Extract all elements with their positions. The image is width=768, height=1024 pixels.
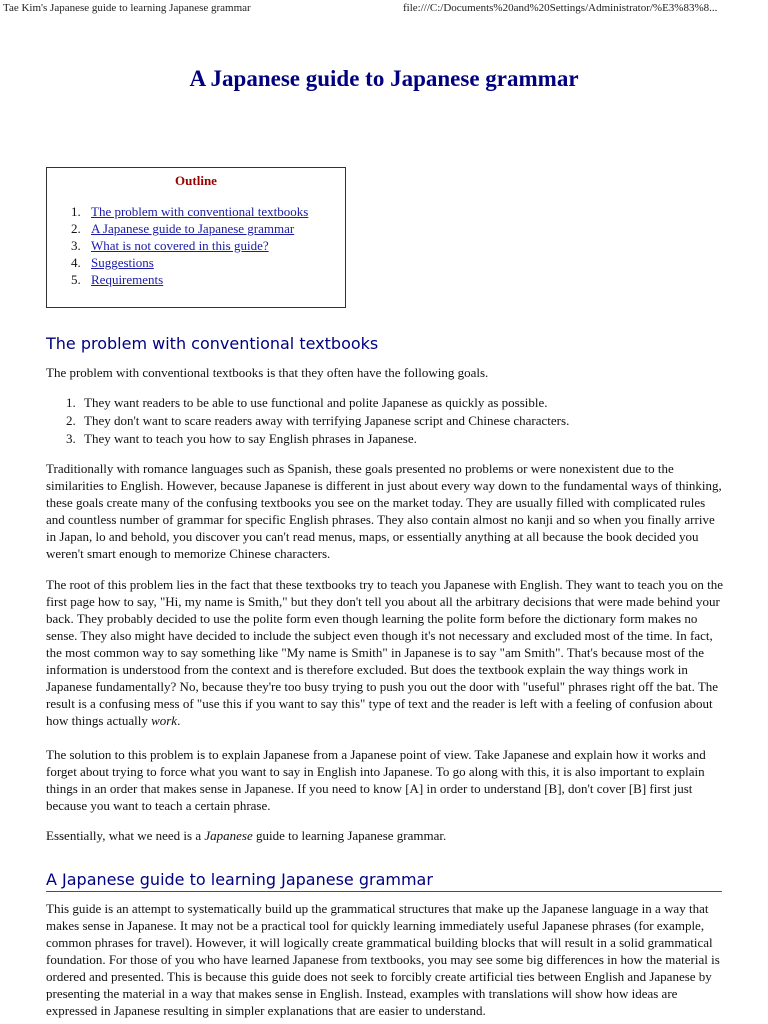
emphasis-text: Japanese [204,828,253,843]
paragraph-text: guide to learning Japanese grammar. [252,828,447,843]
goal-text: They don't want to scare readers away with terrifying Japanese script and Chinese characters. [84,413,570,428]
print-header [3,2,765,16]
goal-item [46,412,726,430]
outline-item-number: 2. [71,221,81,236]
section1-paragraph-3: The solution to this problem is to explain Japanese from a Japanese point of view. Take Japanese and explain how it works and forget about trying to force what you want to say in English into Japanese. To go along with this, it is also important to explain things in an order that makes sense in Japanese. If you need to know [A] in order to understand [B], don't cover [B] first just because you want to teach a certain phrase. [46,747,706,813]
goal-number: 3. [66,431,76,446]
outline-link-problem[interactable]: The problem with conventional textbooks [91,204,309,219]
outline-item-number: 3. [71,238,81,253]
outline-link-suggestions[interactable]: Suggestions [91,255,154,270]
goal-text: They want readers to be able to use functional and polite Japanese as quickly as possible. [84,395,548,410]
section-heading-japanese-guide: A Japanese guide to learning Japanese grammar [46,870,722,892]
paragraph-text: Essentially, what we need is a [46,828,205,843]
section1-paragraph-2 [46,576,726,729]
outline-item [65,254,308,271]
page-title: A Japanese guide to Japanese grammar [189,66,579,91]
outline-link-japanese-guide[interactable]: A Japanese guide to Japanese grammar [91,221,295,236]
outline-list [65,203,308,288]
outline-box [46,167,346,308]
outline-item-number: 1. [71,204,81,219]
goal-number: 2. [66,413,76,428]
emphasis-text: work [151,713,178,728]
outline-link-requirements[interactable]: Requirements [91,272,164,287]
section2-paragraph-1: This guide is an attempt to systematically build up the grammatical structures that make up the Japanese language in a way that makes sense in Japanese. It may not be a practical tool for quickly learning immediately useful Japanese phrases (for example, common phrases for travel). However, it will logically create grammatical building blocks that will result in a solid grammatical foundation. For those of you who have learned Japanese from textbooks, you may see some big differences in how the material is ordered and presented. This is because this guide does not seek to forcibly create artificial ties between English and Japanese by presenting the material in a way that makes sense in English. Instead, examples with translations will show how ideas are expressed in Japanese resulting in simpler explanations that are easier to understand. [46,901,720,1018]
goal-item [46,430,726,448]
print-file-url: file:///C:/Documents%20and%20Settings/Administrator/%E3%83%8... [403,2,718,14]
section1-paragraph-4 [46,827,726,844]
outline-link-not-covered[interactable]: What is not covered in this guide? [91,238,269,253]
outline-item-number: 5. [71,272,81,287]
outline-item [65,220,308,237]
outline-item [65,203,308,220]
outline-heading: Outline [175,173,217,188]
goal-item [46,394,726,412]
section1-intro: The problem with conventional textbooks is that they often have the following goals. [46,365,489,380]
print-doc-title: Tae Kim's Japanese guide to learning Japanese grammar [3,2,251,14]
goal-number: 1. [66,395,76,410]
section-heading-problem: The problem with conventional textbooks [46,334,379,353]
outline-item [65,237,308,254]
paragraph-text: . [177,713,181,728]
goals-list [46,394,726,448]
goal-text: They want to teach you how to say English phrases in Japanese. [84,431,417,446]
outline-item [65,271,308,288]
section1-paragraph-1: Traditionally with romance languages such as Spanish, these goals presented no problems or were nonexistent due to the similarities to English. However, because Japanese is different in just about every way down to the fundamental ways of thinking, these goals create many of the confusing textbooks you see on the market today. They are usually filled with complicated rules and countless number of grammar for specific English phrases. They also contain almost no kanji and so when you finally arrive in Japan, lo and behold, you discover you can't read menus, maps, or essentially anything at all because the book decided you weren't smart enough to memorize Chinese characters. [46,461,722,561]
outline-item-number: 4. [71,255,81,270]
paragraph-text: The root of this problem lies in the fact that these textbooks try to teach you Japanese with English. They want to teach you on the first page how to say, "Hi, my name is Smith," but they don't tell you about all the arbitrary decisions that were made behind your back. They probably decided to use the polite form even though learning the polite form before the dictionary form makes no sense. They also might have decided to include the subject even though it's not necessary and excluded most of the time. In fact, the most common way to say something like "My name is Smith" in Japanese is to say "am Smith". That's because most of the information is understood from the context and is therefore excluded. But does the textbook explain the way things work in Japanese fundamentally? No, because they're too busy trying to push you out the door with "useful" phrases right off the bat. The result is a confusing mess of "use this if you want to say this" type of text and the reader is left with a feeling of confusion about how things actually [46,577,724,728]
